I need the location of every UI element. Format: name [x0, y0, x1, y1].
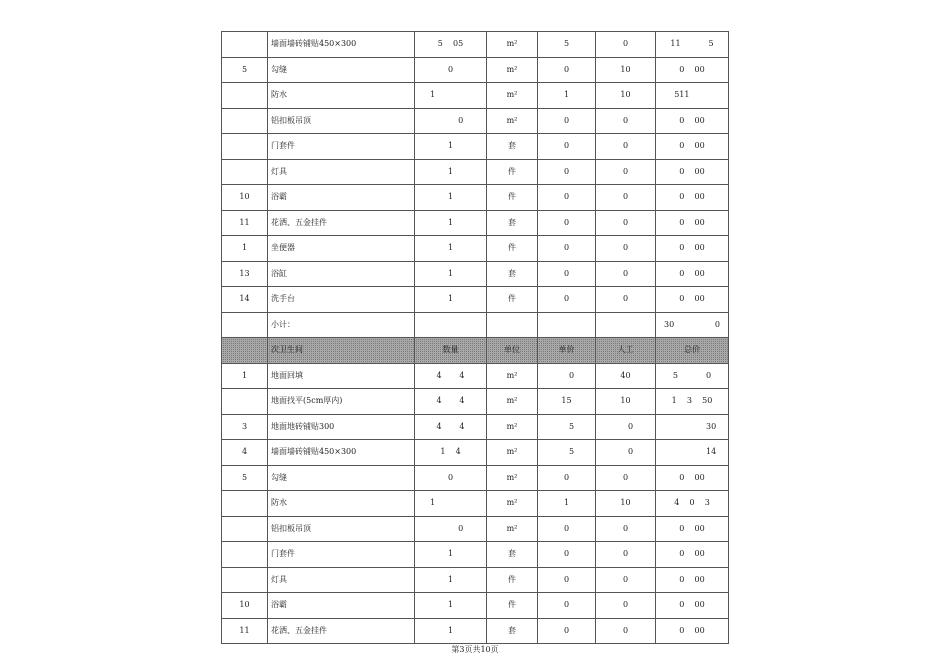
unit-price-cell: 0 — [538, 363, 596, 389]
labor-cost-cell: 0 — [596, 414, 656, 440]
total-price-cell: 0 00 — [656, 134, 729, 160]
unit-price-cell: 0 — [538, 210, 596, 236]
row-index-cell — [222, 83, 268, 109]
unit-price-cell: 0 — [538, 57, 596, 83]
unit-price-cell: 0 — [538, 236, 596, 262]
table-row — [222, 618, 729, 644]
table-row — [222, 312, 729, 338]
quantity-cell: 1 — [415, 567, 487, 593]
row-index-cell: 5 — [222, 465, 268, 491]
quantity-cell: 4 4 — [415, 414, 487, 440]
labor-cost-cell: 0 — [596, 185, 656, 211]
total-price-cell: 0 00 — [656, 516, 729, 542]
total-price-cell: 0 00 — [656, 618, 729, 644]
row-index-cell — [222, 32, 268, 58]
total-price-cell: 0 00 — [656, 567, 729, 593]
item-name-cell: 浴霸 — [268, 593, 415, 619]
table-row — [222, 32, 729, 58]
labor-cost-cell: 人工 — [596, 338, 656, 364]
quantity-cell — [415, 312, 487, 338]
table-row — [222, 134, 729, 160]
unit-price-cell: 0 — [538, 618, 596, 644]
table-row — [222, 491, 729, 517]
quantity-cell: 1 — [415, 542, 487, 568]
row-index-cell: 5 — [222, 57, 268, 83]
labor-cost-cell: 0 — [596, 516, 656, 542]
unit-cell: m² — [487, 57, 538, 83]
total-price-cell: 0 00 — [656, 159, 729, 185]
unit-cell: m² — [487, 465, 538, 491]
row-index-cell — [222, 542, 268, 568]
unit-price-cell: 0 — [538, 185, 596, 211]
item-name-cell: 勾缝 — [268, 465, 415, 491]
quantity-cell: 1 — [415, 261, 487, 287]
row-index-cell — [222, 312, 268, 338]
quantity-cell: 1 — [415, 287, 487, 313]
page-footer: 第3页共10页 — [451, 645, 499, 654]
total-price-cell: 0 00 — [656, 465, 729, 491]
row-index-cell — [222, 134, 268, 160]
labor-cost-cell: 0 — [596, 236, 656, 262]
row-index-cell — [222, 389, 268, 415]
unit-cell: 件 — [487, 287, 538, 313]
total-price-cell: 0 00 — [656, 542, 729, 568]
labor-cost-cell: 0 — [596, 618, 656, 644]
table-row — [222, 159, 729, 185]
labor-cost-cell: 0 — [596, 108, 656, 134]
unit-price-cell: 0 — [538, 287, 596, 313]
item-name-cell: 花洒、五金挂件 — [268, 618, 415, 644]
total-price-cell: 511 — [656, 83, 729, 109]
total-price-cell: 0 00 — [656, 261, 729, 287]
labor-cost-cell: 0 — [596, 32, 656, 58]
quantity-cell: 1 — [415, 593, 487, 619]
row-index-cell: 3 — [222, 414, 268, 440]
table-row — [222, 236, 729, 262]
quantity-cell: 1 — [415, 185, 487, 211]
unit-price-cell: 0 — [538, 516, 596, 542]
row-index-cell: 1 — [222, 236, 268, 262]
unit-price-cell: 0 — [538, 542, 596, 568]
table-row — [222, 108, 729, 134]
total-price-cell: 30 0 — [656, 312, 729, 338]
table-row — [222, 389, 729, 415]
item-name-cell: 灯具 — [268, 567, 415, 593]
quantity-cell: 1 — [415, 618, 487, 644]
labor-cost-cell: 10 — [596, 491, 656, 517]
row-index-cell — [222, 516, 268, 542]
unit-price-cell: 0 — [538, 567, 596, 593]
total-price-cell: 30 — [656, 414, 729, 440]
item-name-cell: 小计： — [268, 312, 415, 338]
row-index-cell: 11 — [222, 618, 268, 644]
table-row — [222, 363, 729, 389]
unit-cell: 套 — [487, 542, 538, 568]
item-name-cell: 坐便器 — [268, 236, 415, 262]
row-index-cell — [222, 491, 268, 517]
quantity-cell: 1 4 — [415, 440, 487, 466]
unit-cell: 件 — [487, 185, 538, 211]
row-index-cell — [222, 567, 268, 593]
row-index-cell — [222, 159, 268, 185]
item-name-cell: 花洒、五金挂件 — [268, 210, 415, 236]
labor-cost-cell: 0 — [596, 261, 656, 287]
item-name-cell: 地面地砖铺贴300 — [268, 414, 415, 440]
item-name-cell: 勾缝 — [268, 57, 415, 83]
item-name-cell: 地面找平(5cm厚内) — [268, 389, 415, 415]
unit-cell: m² — [487, 363, 538, 389]
unit-price-cell: 5 — [538, 440, 596, 466]
total-price-cell: 0 00 — [656, 57, 729, 83]
row-index-cell: 10 — [222, 593, 268, 619]
table-row — [222, 414, 729, 440]
total-price-cell: 0 00 — [656, 185, 729, 211]
unit-price-cell: 0 — [538, 108, 596, 134]
unit-cell: m² — [487, 108, 538, 134]
unit-price-cell: 5 — [538, 32, 596, 58]
unit-price-cell: 0 — [538, 465, 596, 491]
quantity-cell: 1 — [415, 236, 487, 262]
total-price-cell: 总价 — [656, 338, 729, 364]
quantity-cell: 4 4 — [415, 363, 487, 389]
quantity-cell: 1 — [415, 134, 487, 160]
total-price-cell: 0 00 — [656, 236, 729, 262]
total-price-cell: 4 0 3 — [656, 491, 729, 517]
labor-cost-cell: 10 — [596, 389, 656, 415]
unit-cell: 件 — [487, 236, 538, 262]
section-header-row — [222, 338, 729, 364]
row-index-cell: 1 — [222, 363, 268, 389]
labor-cost-cell: 0 — [596, 134, 656, 160]
table-row — [222, 185, 729, 211]
quantity-cell: 4 4 — [415, 389, 487, 415]
unit-cell: 单位 — [487, 338, 538, 364]
unit-cell: 件 — [487, 567, 538, 593]
unit-price-cell: 0 — [538, 261, 596, 287]
table-row — [222, 261, 729, 287]
row-index-cell: 13 — [222, 261, 268, 287]
table-row — [222, 287, 729, 313]
table-row — [222, 542, 729, 568]
quantity-cell: 1 — [415, 210, 487, 236]
labor-cost-cell: 0 — [596, 287, 656, 313]
item-name-cell: 浴缸 — [268, 261, 415, 287]
quotation-table — [221, 31, 729, 644]
labor-cost-cell: 0 — [596, 159, 656, 185]
quantity-cell: 0 — [415, 516, 487, 542]
total-price-cell: 0 00 — [656, 210, 729, 236]
unit-cell: m² — [487, 83, 538, 109]
labor-cost-cell — [596, 312, 656, 338]
table-row — [222, 440, 729, 466]
unit-cell: 件 — [487, 159, 538, 185]
labor-cost-cell: 0 — [596, 567, 656, 593]
total-price-cell: 11 5 — [656, 32, 729, 58]
item-name-cell: 铝扣板吊顶 — [268, 108, 415, 134]
total-price-cell: 5 0 — [656, 363, 729, 389]
row-index-cell: 14 — [222, 287, 268, 313]
quantity-cell: 数量 — [415, 338, 487, 364]
item-name-cell: 防水 — [268, 83, 415, 109]
quantity-cell: 1 — [415, 83, 487, 109]
item-name-cell: 门套件 — [268, 134, 415, 160]
unit-price-cell: 0 — [538, 593, 596, 619]
unit-cell: m² — [487, 440, 538, 466]
quotation-table-body — [222, 32, 729, 644]
quantity-cell: 0 — [415, 57, 487, 83]
table-row — [222, 516, 729, 542]
total-price-cell: 0 00 — [656, 287, 729, 313]
unit-cell: 套 — [487, 210, 538, 236]
unit-cell: m² — [487, 516, 538, 542]
row-index-cell — [222, 338, 268, 364]
item-name-cell: 墙面墙砖铺贴450×300 — [268, 32, 415, 58]
unit-cell: 套 — [487, 134, 538, 160]
item-name-cell: 浴霸 — [268, 185, 415, 211]
labor-cost-cell: 0 — [596, 465, 656, 491]
unit-price-cell: 0 — [538, 134, 596, 160]
item-name-cell: 灯具 — [268, 159, 415, 185]
unit-cell: m² — [487, 32, 538, 58]
unit-cell: 件 — [487, 593, 538, 619]
labor-cost-cell: 0 — [596, 542, 656, 568]
unit-price-cell: 5 — [538, 414, 596, 440]
item-name-cell: 铝扣板吊顶 — [268, 516, 415, 542]
table-row — [222, 593, 729, 619]
unit-price-cell — [538, 312, 596, 338]
row-index-cell: 10 — [222, 185, 268, 211]
item-name-cell: 洗手台 — [268, 287, 415, 313]
item-name-cell: 次卫生间 — [268, 338, 415, 364]
item-name-cell: 墙面墙砖铺贴450×300 — [268, 440, 415, 466]
item-name-cell: 门套件 — [268, 542, 415, 568]
unit-cell: m² — [487, 414, 538, 440]
labor-cost-cell: 10 — [596, 83, 656, 109]
quantity-cell: 1 — [415, 491, 487, 517]
unit-cell: 套 — [487, 618, 538, 644]
labor-cost-cell: 0 — [596, 210, 656, 236]
table-row — [222, 567, 729, 593]
item-name-cell: 地面回填 — [268, 363, 415, 389]
labor-cost-cell: 0 — [596, 593, 656, 619]
unit-price-cell: 0 — [538, 159, 596, 185]
quantity-cell: 0 — [415, 108, 487, 134]
labor-cost-cell: 0 — [596, 440, 656, 466]
table-row — [222, 57, 729, 83]
row-index-cell: 4 — [222, 440, 268, 466]
quantity-cell: 0 — [415, 465, 487, 491]
labor-cost-cell: 10 — [596, 57, 656, 83]
total-price-cell: 0 00 — [656, 593, 729, 619]
row-index-cell: 11 — [222, 210, 268, 236]
table-row — [222, 83, 729, 109]
row-index-cell — [222, 108, 268, 134]
quantity-cell: 1 — [415, 159, 487, 185]
quantity-cell: 5 05 — [415, 32, 487, 58]
table-row — [222, 465, 729, 491]
labor-cost-cell: 40 — [596, 363, 656, 389]
total-price-cell: 1 3 50 — [656, 389, 729, 415]
unit-cell: m² — [487, 491, 538, 517]
unit-price-cell: 1 — [538, 83, 596, 109]
total-price-cell: 14 — [656, 440, 729, 466]
unit-price-cell: 单价 — [538, 338, 596, 364]
unit-cell: 套 — [487, 261, 538, 287]
item-name-cell: 防水 — [268, 491, 415, 517]
unit-price-cell: 1 — [538, 491, 596, 517]
unit-cell — [487, 312, 538, 338]
unit-cell: m² — [487, 389, 538, 415]
unit-price-cell: 15 — [538, 389, 596, 415]
table-row — [222, 210, 729, 236]
total-price-cell: 0 00 — [656, 108, 729, 134]
